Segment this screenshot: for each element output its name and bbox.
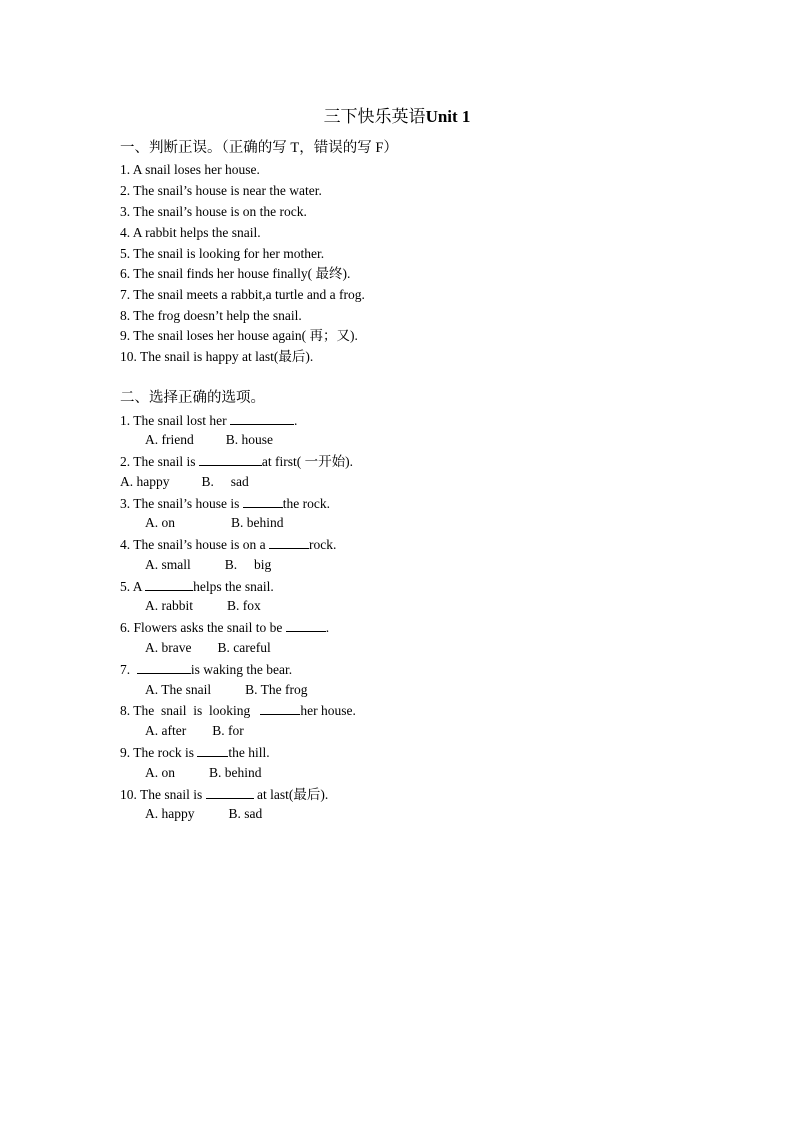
- mc-question-4: [120, 535, 336, 554]
- mc-question-text: .: [293, 413, 298, 428]
- mc-question-text: 8. The snail is looking: [120, 703, 261, 718]
- mc-options-9: [145, 764, 262, 782]
- mc-options-6: [145, 639, 271, 657]
- mc-options-8: [145, 722, 244, 740]
- tf-item-4: 4. A rabbit helps the snail.: [120, 225, 261, 240]
- option-a: A. The snail: [145, 682, 212, 697]
- option-a: A. small: [145, 557, 191, 572]
- tf-item-8: 8. The frog doesn’t help the snail.: [120, 308, 302, 323]
- mc-question-3: [120, 494, 330, 513]
- tf-item-5: 5. The snail is looking for her mother.: [120, 246, 325, 261]
- option-b: B. careful: [217, 640, 271, 655]
- mc-question-text: 2. The snail is: [120, 454, 199, 469]
- mc-question-7: [120, 660, 292, 679]
- option-a: A. after: [145, 723, 187, 738]
- mc-options-5: [145, 597, 261, 615]
- option-b: B. house: [225, 432, 273, 447]
- mc-question-text: helps the snail.: [193, 579, 274, 594]
- option-a: A. brave: [145, 640, 192, 655]
- option-a: A. happy: [120, 474, 170, 489]
- page-title: [0, 106, 794, 128]
- mc-question-9: [120, 743, 270, 762]
- mc-question-text: 7.: [120, 662, 137, 677]
- mc-options-7: [145, 681, 308, 699]
- tf-item-3: 3. The snail’s house is on the rock.: [120, 204, 307, 219]
- tf-item-7: 7. The snail meets a rabbit,a turtle and a frog.: [120, 287, 365, 302]
- tf-item-2: 2. The snail’s house is near the water.: [120, 183, 322, 198]
- title-unit: Unit 1: [425, 107, 471, 126]
- mc-question-text: rock.: [309, 537, 337, 552]
- answer-blank: [197, 743, 228, 757]
- option-b: B. The frog: [245, 682, 308, 697]
- mc-question-text: 1. The snail lost her: [120, 413, 230, 428]
- mc-question-1: [120, 411, 297, 430]
- option-b: B. sad: [201, 474, 249, 489]
- mc-question-text: her house.: [300, 703, 356, 718]
- answer-blank: [145, 577, 193, 591]
- mc-options-2: [120, 473, 249, 491]
- mc-question-text: at first( 一开始).: [261, 454, 353, 469]
- mc-options-10: [145, 805, 262, 823]
- mc-question-text: the rock.: [282, 496, 330, 511]
- option-b: B. big: [224, 557, 272, 572]
- tf-item-6: 6. The snail finds her house finally( 最终).: [120, 266, 351, 281]
- mc-question-8: [120, 701, 356, 720]
- option-b: B. sad: [228, 806, 263, 821]
- answer-blank: [243, 494, 283, 508]
- option-a: A. on: [145, 515, 175, 530]
- answer-blank: [260, 701, 300, 715]
- mc-question-text: 6. Flowers asks the snail to be: [120, 620, 286, 635]
- option-a: A. on: [145, 765, 175, 780]
- mc-question-text: 3. The snail’s house is: [120, 496, 243, 511]
- mc-question-text: 10. The snail is: [120, 787, 206, 802]
- mc-options-3: [145, 514, 284, 532]
- mc-question-text: 4. The snail’s house is on a: [120, 537, 269, 552]
- option-b: B. behind: [209, 765, 262, 780]
- option-a: A. friend: [145, 432, 194, 447]
- mc-question-10: [120, 785, 328, 804]
- mc-question-text: 9. The rock is: [120, 745, 198, 760]
- option-b: B. behind: [231, 515, 284, 530]
- tf-item-9: 9. The snail loses her house again( 再；又).: [120, 328, 358, 343]
- option-b: B. for: [212, 723, 244, 738]
- option-a: A. happy: [145, 806, 195, 821]
- mc-question-text: .: [325, 620, 330, 635]
- tf-item-1: 1. A snail loses her house.: [120, 162, 260, 177]
- answer-blank: [206, 785, 254, 799]
- mc-question-text: 5. A: [120, 579, 146, 594]
- title-prefix: 三下快乐英语: [323, 107, 426, 126]
- answer-blank: [269, 535, 309, 549]
- mc-question-text: at last(最后).: [253, 787, 329, 802]
- mc-question-text: the hill.: [228, 745, 270, 760]
- answer-blank: [286, 618, 326, 632]
- section1-heading: 一、判断正误。（正确的写 T，错误的写 F）: [120, 140, 398, 156]
- answer-blank: [137, 660, 191, 674]
- mc-question-5: [120, 577, 274, 596]
- mc-question-2: [120, 452, 353, 471]
- mc-question-6: [120, 618, 329, 637]
- option-b: B. fox: [227, 598, 261, 613]
- option-a: A. rabbit: [145, 598, 193, 613]
- section2-heading: 二、选择正确的选项。: [120, 390, 265, 406]
- mc-options-4: [145, 556, 271, 574]
- answer-blank: [230, 411, 294, 425]
- mc-options-1: [145, 431, 273, 449]
- tf-item-10: 10. The snail is happy at last(最后).: [120, 349, 314, 364]
- mc-question-text: is waking the bear.: [190, 662, 293, 677]
- answer-blank: [199, 452, 262, 466]
